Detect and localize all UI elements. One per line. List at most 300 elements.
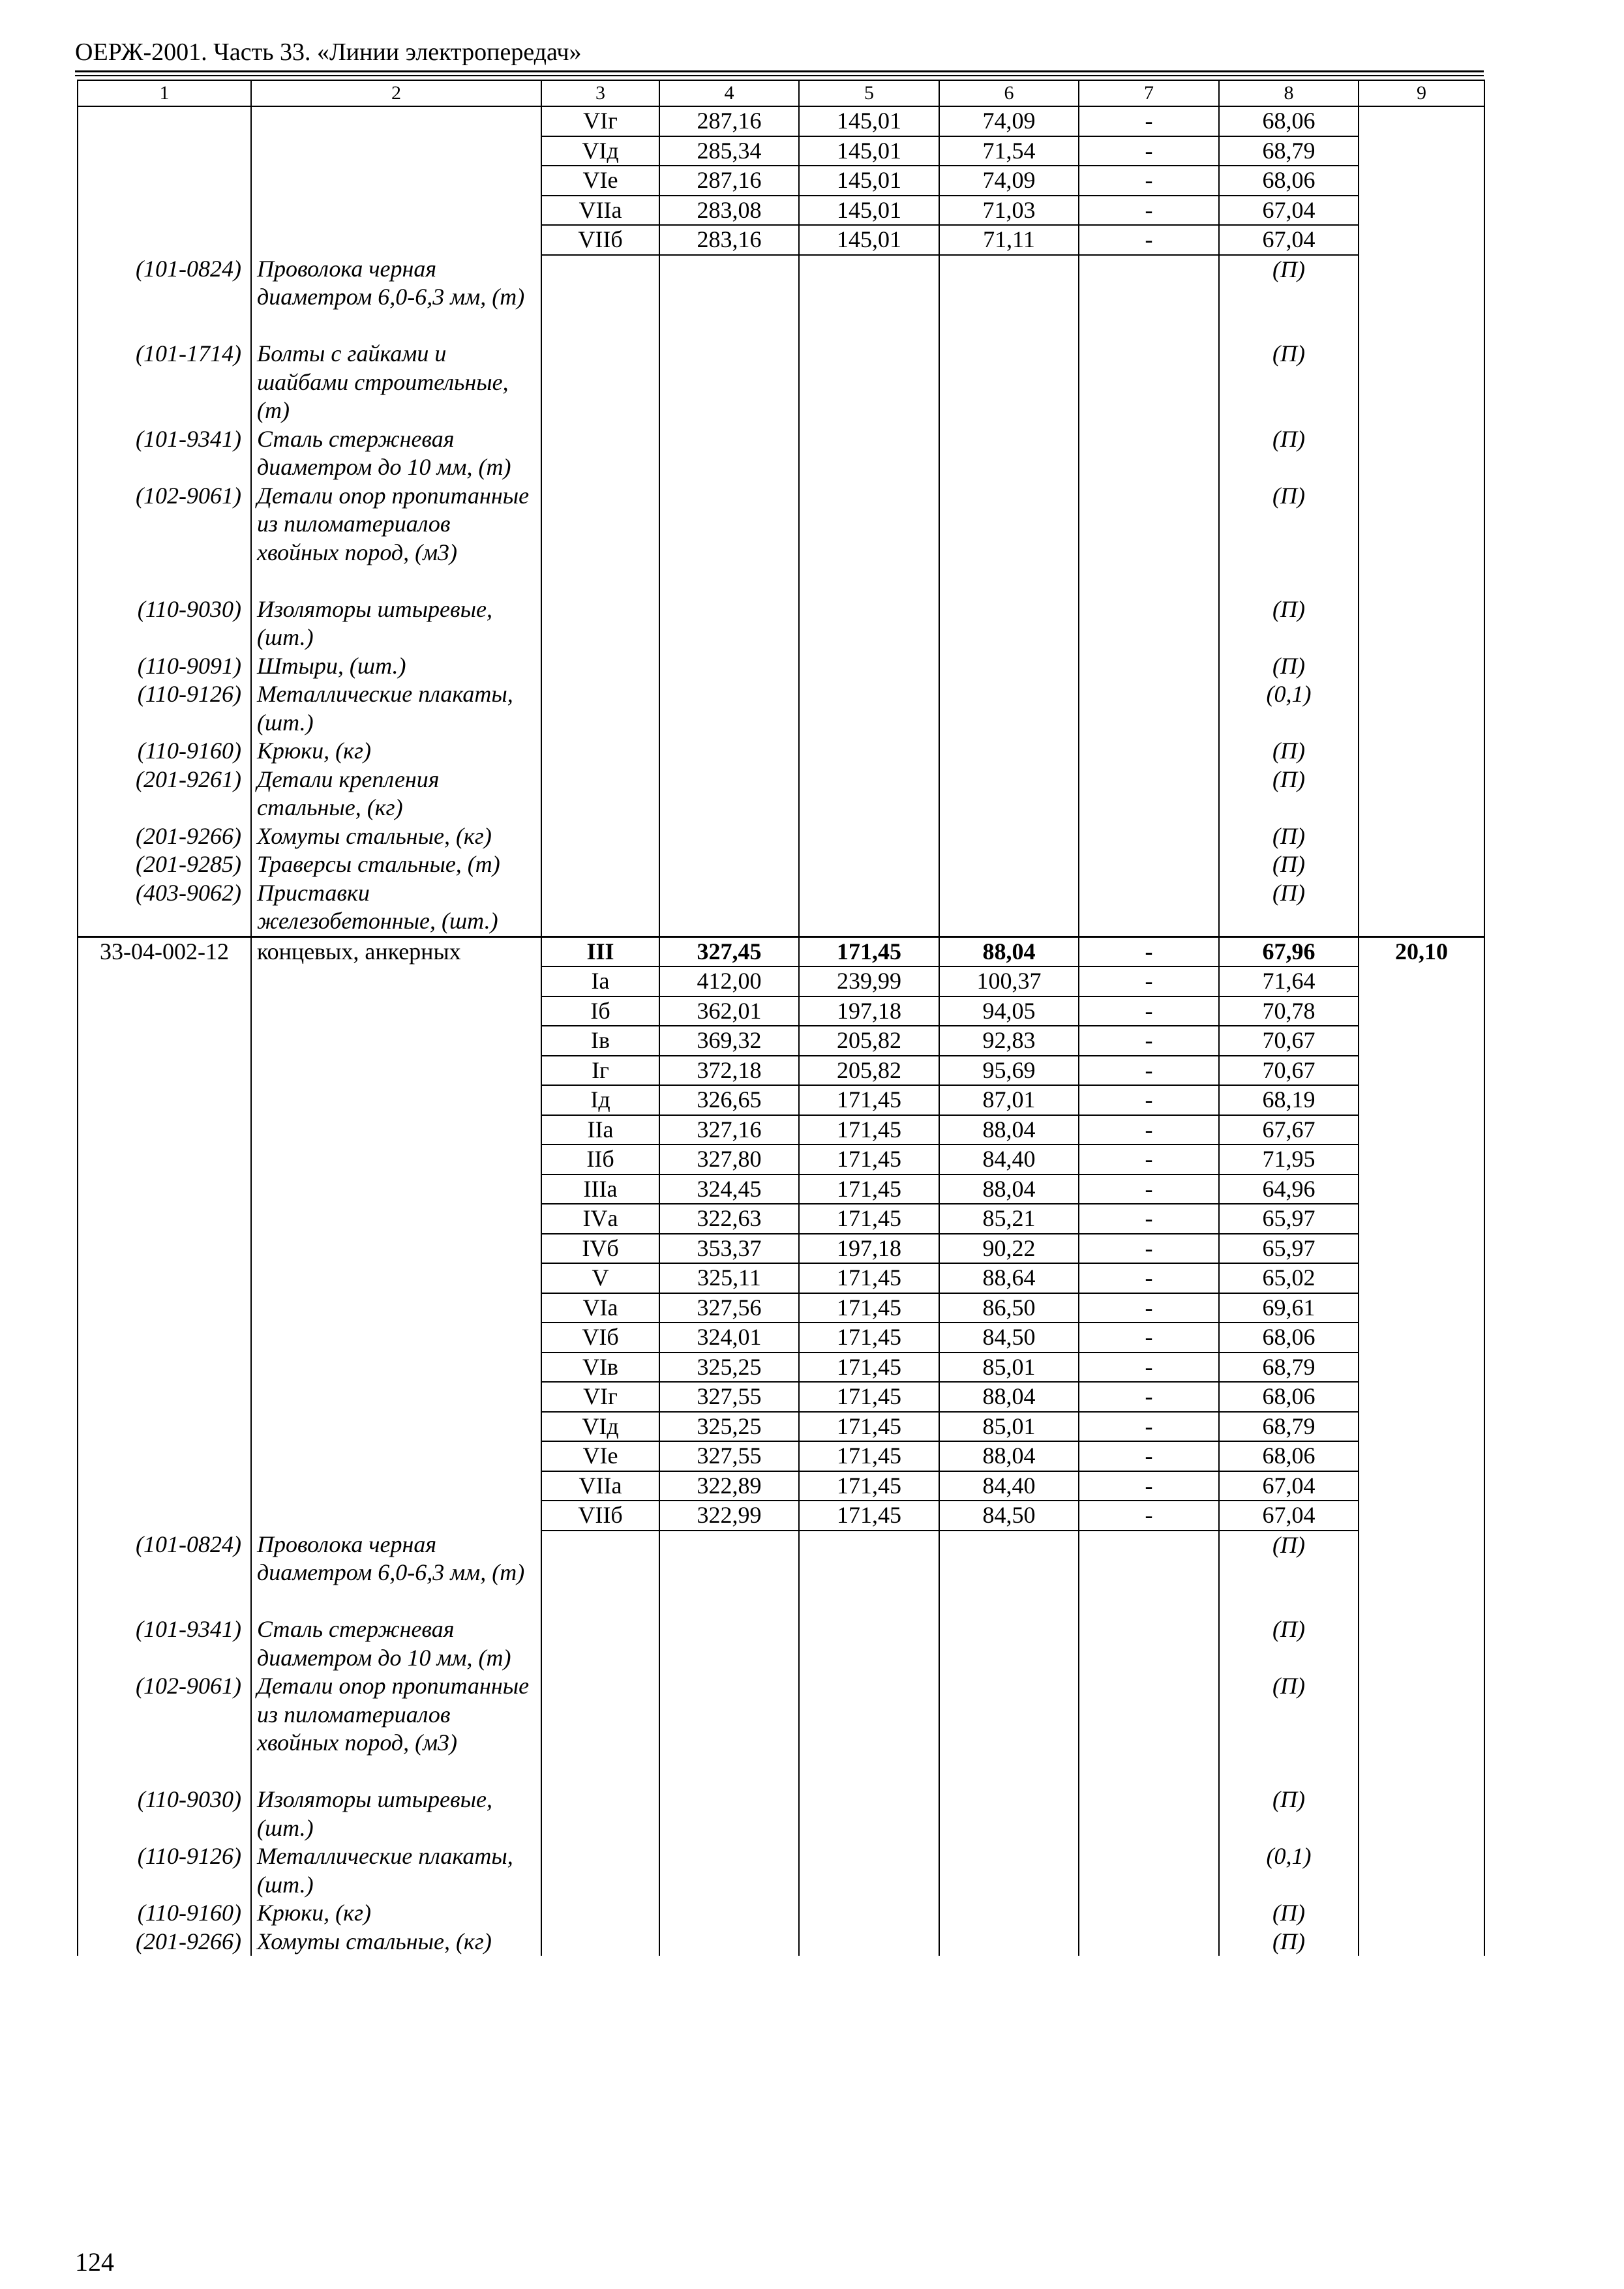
material-name: Штыри, (шт.) <box>251 652 541 681</box>
empty-cell <box>78 1471 251 1501</box>
zone-row <box>78 1263 1484 1293</box>
total-cost-cell: 327,55 <box>659 1441 799 1471</box>
empty-cell <box>541 1531 659 1616</box>
empty-cell <box>1359 652 1484 681</box>
zone-row <box>78 1026 1484 1056</box>
empty-cell <box>1079 822 1219 851</box>
empty-cell <box>1359 850 1484 879</box>
header-rule <box>75 70 1484 72</box>
empty-cell <box>251 1263 541 1293</box>
material-code: (110-9126) <box>78 1842 251 1899</box>
empty-cell <box>1359 1382 1484 1412</box>
empty-cell <box>1079 340 1219 425</box>
machine-cost-cell: 88,04 <box>939 1441 1079 1471</box>
empty-cell <box>659 1672 799 1786</box>
material-value: (П) <box>1219 1928 1359 1956</box>
empty-cell <box>1359 1085 1484 1115</box>
zone-cell: VIе <box>541 1441 659 1471</box>
empty-cell <box>939 482 1079 595</box>
material-value: (П) <box>1219 1672 1359 1786</box>
machine-cost-cell: 84,40 <box>939 1471 1079 1501</box>
material-name: Изоляторы штыревые, (шт.) <box>251 595 541 652</box>
operator-wage-cell: - <box>1079 1115 1219 1145</box>
empty-cell <box>541 680 659 737</box>
page-number: 124 <box>75 2247 114 2277</box>
empty-cell <box>251 1323 541 1353</box>
empty-cell <box>1359 766 1484 822</box>
materials-cost-cell: 67,96 <box>1219 936 1359 966</box>
total-cost-cell: 327,16 <box>659 1115 799 1145</box>
operator-wage-cell: - <box>1079 1056 1219 1086</box>
total-cost-cell: 322,63 <box>659 1204 799 1234</box>
empty-cell <box>1359 1928 1484 1956</box>
empty-cell <box>78 1026 251 1056</box>
colnum-2: 2 <box>251 80 541 106</box>
material-row <box>78 1899 1484 1928</box>
empty-cell <box>1359 1672 1484 1786</box>
zone-cell: IIIа <box>541 1174 659 1204</box>
material-name: Проволока черная диаметром 6,0-6,3 мм, (т) <box>251 1531 541 1616</box>
empty-cell <box>799 1899 939 1928</box>
empty-cell <box>78 1204 251 1234</box>
empty-cell <box>659 425 799 482</box>
materials-cost-cell: 70,67 <box>1219 1056 1359 1086</box>
operator-wage-cell: - <box>1079 1501 1219 1531</box>
empty-cell <box>939 1672 1079 1786</box>
material-name: Проволока черная диаметром 6,0-6,3 мм, (т) <box>251 255 541 340</box>
colnum-4: 4 <box>659 80 799 106</box>
empty-cell <box>1359 966 1484 996</box>
empty-cell <box>1079 737 1219 766</box>
material-value: (П) <box>1219 879 1359 937</box>
machine-cost-cell: 84,40 <box>939 1144 1079 1174</box>
empty-cell <box>1079 595 1219 652</box>
labor-wage-cell: 145,01 <box>799 106 939 136</box>
empty-cell <box>799 822 939 851</box>
operator-wage-cell: - <box>1079 1234 1219 1264</box>
empty-cell <box>659 1899 799 1928</box>
material-row <box>78 879 1484 937</box>
empty-cell <box>939 1615 1079 1672</box>
empty-cell <box>541 822 659 851</box>
empty-cell <box>939 1531 1079 1616</box>
empty-cell <box>939 425 1079 482</box>
zone-cell: Iв <box>541 1026 659 1056</box>
empty-cell <box>1079 1672 1219 1786</box>
empty-cell <box>1079 425 1219 482</box>
empty-cell <box>939 879 1079 937</box>
empty-cell <box>541 737 659 766</box>
empty-cell <box>1079 652 1219 681</box>
zone-cell: Iг <box>541 1056 659 1086</box>
material-row <box>78 680 1484 737</box>
empty-cell <box>1079 1531 1219 1616</box>
total-cost-cell: 322,89 <box>659 1471 799 1501</box>
operator-wage-cell: - <box>1079 1323 1219 1353</box>
empty-cell <box>78 1323 251 1353</box>
empty-cell <box>251 225 541 255</box>
materials-cost-cell: 67,04 <box>1219 1471 1359 1501</box>
material-row <box>78 822 1484 851</box>
operator-wage-cell: - <box>1079 1382 1219 1412</box>
empty-cell <box>1359 1174 1484 1204</box>
zone-row <box>78 1115 1484 1145</box>
machine-cost-cell: 74,09 <box>939 106 1079 136</box>
total-cost-cell: 283,08 <box>659 196 799 226</box>
zone-cell: VIа <box>541 1293 659 1323</box>
material-value: (П) <box>1219 340 1359 425</box>
empty-cell <box>251 1115 541 1145</box>
empty-cell <box>939 1928 1079 1956</box>
empty-cell <box>251 1293 541 1323</box>
zone-cell: V <box>541 1263 659 1293</box>
material-code: (110-9160) <box>78 737 251 766</box>
material-code: (110-9091) <box>78 652 251 681</box>
empty-cell <box>1079 482 1219 595</box>
empty-cell <box>251 106 541 136</box>
empty-cell <box>659 850 799 879</box>
material-value: (П) <box>1219 1786 1359 1842</box>
empty-cell <box>541 340 659 425</box>
machine-cost-cell: 88,64 <box>939 1263 1079 1293</box>
colnum-3: 3 <box>541 80 659 106</box>
empty-cell <box>541 482 659 595</box>
material-code: (101-1714) <box>78 340 251 425</box>
empty-cell <box>251 1501 541 1531</box>
material-name: Хомуты стальные, (кг) <box>251 822 541 851</box>
zone-cell: VIIа <box>541 1471 659 1501</box>
empty-cell <box>1359 1899 1484 1928</box>
total-cost-cell: 287,16 <box>659 166 799 196</box>
empty-cell <box>78 106 251 136</box>
zone-row <box>78 1085 1484 1115</box>
empty-cell <box>659 1531 799 1616</box>
total-cost-cell: 283,16 <box>659 225 799 255</box>
continued-row <box>78 136 1484 166</box>
material-code: (201-9266) <box>78 822 251 851</box>
material-value: (П) <box>1219 652 1359 681</box>
colnum-7: 7 <box>1079 80 1219 106</box>
empty-cell <box>251 996 541 1026</box>
material-value: (0,1) <box>1219 680 1359 737</box>
machine-cost-cell: 74,09 <box>939 166 1079 196</box>
continued-row <box>78 106 1484 136</box>
empty-cell <box>1079 1842 1219 1899</box>
empty-cell <box>799 879 939 937</box>
empty-cell <box>1359 1323 1484 1353</box>
material-code: (101-9341) <box>78 425 251 482</box>
material-row <box>78 652 1484 681</box>
empty-cell <box>1359 680 1484 737</box>
empty-cell <box>799 680 939 737</box>
empty-cell <box>1359 1786 1484 1842</box>
material-code: (403-9062) <box>78 879 251 937</box>
empty-cell <box>1359 595 1484 652</box>
material-value: (П) <box>1219 482 1359 595</box>
empty-cell <box>799 425 939 482</box>
machine-cost-cell: 85,21 <box>939 1204 1079 1234</box>
zone-row <box>78 1441 1484 1471</box>
operator-wage-cell: - <box>1079 1204 1219 1234</box>
materials-cost-cell: 71,95 <box>1219 1144 1359 1174</box>
empty-cell <box>1359 1144 1484 1174</box>
operator-wage-cell: - <box>1079 106 1219 136</box>
empty-cell <box>799 1672 939 1786</box>
empty-cell <box>78 136 251 166</box>
material-name: Крюки, (кг) <box>251 1899 541 1928</box>
empty-cell <box>1359 879 1484 937</box>
zone-row <box>78 1293 1484 1323</box>
operator-wage-cell: - <box>1079 1471 1219 1501</box>
machine-cost-cell: 95,69 <box>939 1056 1079 1086</box>
material-code: (110-9030) <box>78 595 251 652</box>
operator-wage-cell: - <box>1079 1026 1219 1056</box>
empty-cell <box>799 1928 939 1956</box>
empty-cell <box>1079 1899 1219 1928</box>
operator-wage-cell: - <box>1079 1263 1219 1293</box>
empty-cell <box>659 680 799 737</box>
labor-wage-cell: 205,82 <box>799 1056 939 1086</box>
zone-cell: Iд <box>541 1085 659 1115</box>
empty-cell <box>799 1615 939 1672</box>
continued-row <box>78 166 1484 196</box>
material-code: (101-9341) <box>78 1615 251 1672</box>
labor-wage-cell: 171,45 <box>799 1323 939 1353</box>
empty-cell <box>939 1899 1079 1928</box>
empty-cell <box>1079 766 1219 822</box>
material-row <box>78 1842 1484 1899</box>
materials-cost-cell: 67,67 <box>1219 1115 1359 1145</box>
material-row <box>78 766 1484 822</box>
empty-cell <box>541 850 659 879</box>
material-row <box>78 737 1484 766</box>
zone-cell: IVб <box>541 1234 659 1264</box>
machine-cost-cell: 86,50 <box>939 1293 1079 1323</box>
material-name: Приставки железобетонные, (шт.) <box>251 879 541 937</box>
empty-cell <box>78 1382 251 1412</box>
machine-cost-cell: 84,50 <box>939 1501 1079 1531</box>
colnum-6: 6 <box>939 80 1079 106</box>
material-row <box>78 1615 1484 1672</box>
empty-cell <box>659 652 799 681</box>
materials-cost-cell: 64,96 <box>1219 1174 1359 1204</box>
empty-cell <box>659 822 799 851</box>
empty-cell <box>1359 737 1484 766</box>
empty-cell <box>659 766 799 822</box>
empty-cell <box>659 737 799 766</box>
empty-cell <box>1359 1056 1484 1086</box>
material-code: (201-9285) <box>78 850 251 879</box>
empty-cell <box>78 966 251 996</box>
zone-cell: VIд <box>541 136 659 166</box>
empty-cell <box>939 340 1079 425</box>
entry-main-row <box>78 936 1484 966</box>
material-code: (201-9266) <box>78 1928 251 1956</box>
empty-cell <box>78 1085 251 1115</box>
zone-cell: VIд <box>541 1412 659 1442</box>
materials-cost-cell: 68,19 <box>1219 1085 1359 1115</box>
material-name: Детали опор пропитанные из пиломатериалов хвойных пород, (м3) <box>251 482 541 595</box>
total-cost-cell: 285,34 <box>659 136 799 166</box>
total-cost-cell: 327,80 <box>659 1144 799 1174</box>
empty-cell <box>1359 1234 1484 1264</box>
labor-wage-cell: 145,01 <box>799 166 939 196</box>
materials-cost-cell: 68,79 <box>1219 1412 1359 1442</box>
empty-cell <box>799 766 939 822</box>
colnum-1: 1 <box>78 80 251 106</box>
empty-cell <box>659 1615 799 1672</box>
material-code: (201-9261) <box>78 766 251 822</box>
material-name: Хомуты стальные, (кг) <box>251 1928 541 1956</box>
total-cost-cell: 324,45 <box>659 1174 799 1204</box>
labor-wage-cell: 145,01 <box>799 136 939 166</box>
empty-cell <box>541 425 659 482</box>
material-row <box>78 482 1484 595</box>
zone-cell: VIг <box>541 1382 659 1412</box>
operator-wage-cell: - <box>1079 936 1219 966</box>
empty-cell <box>1359 1412 1484 1442</box>
empty-cell <box>939 1842 1079 1899</box>
empty-cell <box>78 166 251 196</box>
materials-cost-cell: 69,61 <box>1219 1293 1359 1323</box>
empty-cell <box>1359 996 1484 1026</box>
empty-cell <box>1359 482 1484 595</box>
machine-cost-cell: 84,50 <box>939 1323 1079 1353</box>
continued-row <box>78 225 1484 255</box>
zone-cell: IIа <box>541 1115 659 1145</box>
labor-wage-cell: 197,18 <box>799 996 939 1026</box>
zone-row <box>78 996 1484 1026</box>
empty-cell <box>78 1293 251 1323</box>
zone-cell: IIб <box>541 1144 659 1174</box>
table-body <box>78 80 1484 1956</box>
zone-cell: VIг <box>541 106 659 136</box>
zone-row <box>78 1382 1484 1412</box>
material-name: Детали опор пропитанные из пиломатериалов хвойных пород, (м3) <box>251 1672 541 1786</box>
machine-cost-cell: 85,01 <box>939 1353 1079 1383</box>
operator-wage-cell: - <box>1079 1441 1219 1471</box>
total-cost-cell: 327,56 <box>659 1293 799 1323</box>
material-value: (П) <box>1219 425 1359 482</box>
empty-cell <box>939 766 1079 822</box>
empty-cell <box>251 1085 541 1115</box>
zone-cell: VIIб <box>541 225 659 255</box>
empty-cell <box>541 1899 659 1928</box>
labor-wage-cell: 171,45 <box>799 1293 939 1323</box>
empty-cell <box>251 1174 541 1204</box>
empty-cell <box>251 1441 541 1471</box>
entry-name: концевых, анкерных <box>251 936 541 966</box>
empty-cell <box>78 1115 251 1145</box>
material-name: Металлические плакаты, (шт.) <box>251 1842 541 1899</box>
total-cost-cell: 369,32 <box>659 1026 799 1056</box>
empty-cell <box>939 1786 1079 1842</box>
material-code: (102-9061) <box>78 482 251 595</box>
zone-cell: VIIа <box>541 196 659 226</box>
empty-cell <box>1359 1441 1484 1471</box>
zone-row <box>78 1174 1484 1204</box>
machine-cost-cell: 85,01 <box>939 1412 1079 1442</box>
operator-wage-cell: - <box>1079 966 1219 996</box>
material-row <box>78 1531 1484 1616</box>
labor-wage-cell: 171,45 <box>799 1174 939 1204</box>
empty-cell <box>541 1615 659 1672</box>
operator-wage-cell: - <box>1079 996 1219 1026</box>
empty-cell <box>1359 1293 1484 1323</box>
rates-table <box>77 80 1485 1956</box>
empty-cell <box>251 166 541 196</box>
labor-wage-cell: 171,45 <box>799 1382 939 1412</box>
operator-wage-cell: - <box>1079 1144 1219 1174</box>
machine-cost-cell: 71,03 <box>939 196 1079 226</box>
empty-cell <box>799 652 939 681</box>
empty-cell <box>1079 1786 1219 1842</box>
empty-cell <box>251 1144 541 1174</box>
header-rule-thin <box>75 75 1484 76</box>
empty-cell <box>541 1928 659 1956</box>
empty-cell <box>939 822 1079 851</box>
labor-wage-cell: 171,45 <box>799 1471 939 1501</box>
empty-cell <box>939 255 1079 340</box>
empty-cell <box>799 340 939 425</box>
machine-cost-cell: 90,22 <box>939 1234 1079 1264</box>
empty-cell <box>1359 1842 1484 1899</box>
material-value: (П) <box>1219 850 1359 879</box>
material-value: (П) <box>1219 766 1359 822</box>
empty-cell <box>251 1412 541 1442</box>
empty-cell <box>1359 1471 1484 1501</box>
material-row <box>78 1928 1484 1956</box>
empty-cell <box>78 225 251 255</box>
labor-wage-cell: 171,45 <box>799 1144 939 1174</box>
empty-cell <box>251 1204 541 1234</box>
total-cost-cell: 326,65 <box>659 1085 799 1115</box>
page-header: ОЕРЖ-2001. Часть 33. «Линии электропередач» <box>75 38 582 66</box>
empty-cell <box>251 1056 541 1086</box>
material-code: (110-9126) <box>78 680 251 737</box>
material-value: (П) <box>1219 737 1359 766</box>
empty-cell <box>251 1471 541 1501</box>
materials-cost-cell: 68,06 <box>1219 106 1359 136</box>
total-cost-cell: 325,25 <box>659 1412 799 1442</box>
empty-cell <box>799 595 939 652</box>
empty-cell <box>1359 822 1484 851</box>
labor-wage-cell: 171,45 <box>799 1501 939 1531</box>
empty-cell <box>659 1842 799 1899</box>
zone-row <box>78 1501 1484 1531</box>
machine-cost-cell: 88,04 <box>939 1382 1079 1412</box>
zone-row <box>78 1144 1484 1174</box>
material-name: Изоляторы штыревые, (шт.) <box>251 1786 541 1842</box>
rates-table-wrap <box>77 80 1484 1956</box>
zone-row <box>78 1056 1484 1086</box>
total-cost-cell: 325,25 <box>659 1353 799 1383</box>
operator-wage-cell: - <box>1079 166 1219 196</box>
machine-cost-cell: 92,83 <box>939 1026 1079 1056</box>
total-cost-cell: 372,18 <box>659 1056 799 1086</box>
zone-cell: Iа <box>541 966 659 996</box>
material-code: (102-9061) <box>78 1672 251 1786</box>
empty-cell <box>1359 106 1484 136</box>
empty-cell <box>541 595 659 652</box>
empty-cell <box>1079 879 1219 937</box>
empty-cell <box>541 879 659 937</box>
materials-cost-cell: 68,79 <box>1219 136 1359 166</box>
materials-cost-cell: 67,04 <box>1219 196 1359 226</box>
material-name: Болты с гайками и шайбами строительные, (т) <box>251 340 541 425</box>
zone-row <box>78 1412 1484 1442</box>
material-value: (П) <box>1219 1899 1359 1928</box>
